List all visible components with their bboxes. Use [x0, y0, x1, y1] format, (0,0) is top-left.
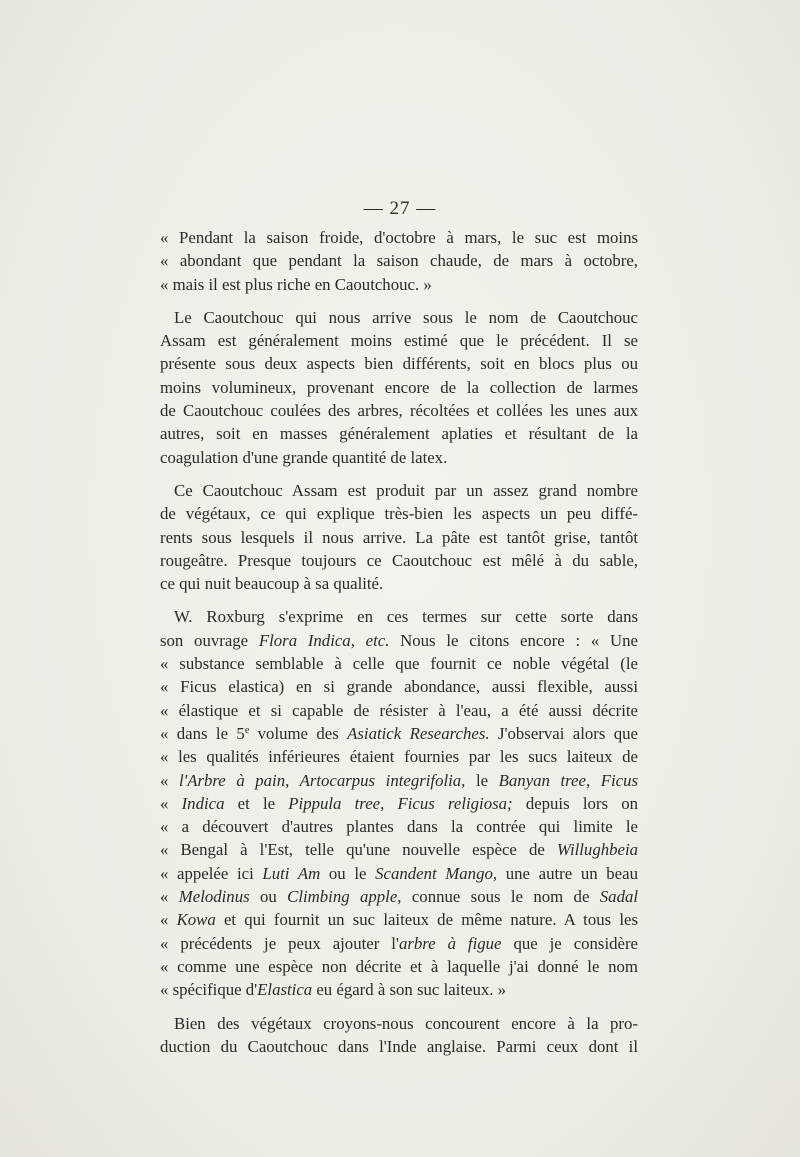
text-line: de végétaux, ce qui explique très-bien les aspects un peu diffé- — [160, 504, 638, 524]
paragraph-quote-season — [160, 226, 638, 296]
text-line: « Pendant la saison froide, d'octobre à mars, le suc est moins — [160, 228, 638, 247]
text-line: « élastique et si capable de résister à l'eau, a été aussi décrite — [160, 700, 638, 720]
text-line: « spécifique d'Elastica eu égard à son suc laiteux. » — [160, 980, 507, 1000]
text-line: « Bengal à l'Est, telle qu'une nouvelle espèce de Willughbeia — [160, 840, 638, 860]
text-line: « précédents je peux ajouter l'arbre à figue que je considère — [160, 933, 638, 953]
text-line: son ouvrage Flora Indica, etc. Nous le citons encore : « Une — [160, 630, 638, 650]
text-line: « l'Arbre à pain, Artocarpus integrifolia, le Banyan tree, Ficus — [160, 770, 638, 790]
paragraph-roxburg — [160, 605, 638, 1001]
text-line: moins volumineux, provenant encore de la collection de larmes — [160, 377, 638, 397]
page-number: — 27 — — [363, 198, 437, 219]
text-line: présente sous deux aspects bien différents, soit en blocs plus ou — [160, 354, 638, 374]
paragraph-assam — [160, 306, 638, 469]
text-line: « a découvert d'autres plantes dans la contrée qui limite le — [160, 817, 638, 837]
text-line: duction du Caoutchouc dans l'Inde anglaise. Parmi ceux dont il — [160, 1036, 638, 1056]
paragraph-other-plants — [160, 1012, 638, 1059]
text-line: « Ficus elastica) en si grande abondance, aussi flexible, aussi — [160, 677, 638, 697]
text-line: « abondant que pendant la saison chaude, de mars à octobre, — [160, 251, 638, 271]
text-line: de Caoutchouc coulées des arbres, récoltées et collées les unes aux — [160, 401, 638, 421]
text-line: « dans le 5e volume des Asiatick Researches. J'observai alors que — [160, 723, 638, 743]
text-line: W. Roxburg s'exprime en ces termes sur cette sorte dans — [174, 607, 638, 627]
text-line: « Melodinus ou Climbing apple, connue sous le nom de Sadal — [160, 887, 639, 907]
text-line: Bien des végétaux croyons-nous concourent encore à la pro- — [174, 1013, 638, 1033]
text-line: Assam est généralement moins estimé que le précédent. Il se — [160, 331, 638, 351]
text-line: Le Caoutchouc qui nous arrive sous le nom de Caoutchouc — [174, 307, 638, 327]
text-line: « Kowa et qui fournit un suc laiteux de même nature. A tous les — [160, 910, 638, 930]
text-line: coagulation d'une grande quantité de latex. — [160, 447, 448, 467]
body-text — [160, 226, 638, 1058]
text-line: « appelée ici Luti Am ou le Scandent Mango, une autre un beau — [160, 863, 638, 883]
text-line: rents sous lesquels il nous arrive. La pâte est tantôt grise, tantôt — [160, 527, 638, 547]
text-line: Ce Caoutchouc Assam est produit par un assez grand nombre — [174, 480, 638, 500]
text-line: « comme une espèce non décrite et à laquelle j'ai donné le nom — [160, 956, 638, 976]
text-line: autres, soit en masses généralement aplaties et résultant de la — [160, 424, 638, 444]
text-line: rougeâtre. Presque toujours ce Caoutchouc est mêlé à du sable, — [160, 550, 638, 570]
paragraph-assam-production — [160, 479, 638, 595]
text-line: « substance semblable à celle que fournit ce noble végétal (le — [160, 654, 638, 674]
text-line: ce qui nuit beaucoup à sa qualité. — [160, 574, 384, 594]
text-line: « Indica et le Pippula tree, Ficus religiosa; depuis lors on — [160, 793, 638, 813]
text-line: « les qualités inférieures étaient fournies par les sucs laiteux de — [160, 747, 638, 767]
text-line: « mais il est plus riche en Caoutchouc. » — [160, 274, 432, 294]
